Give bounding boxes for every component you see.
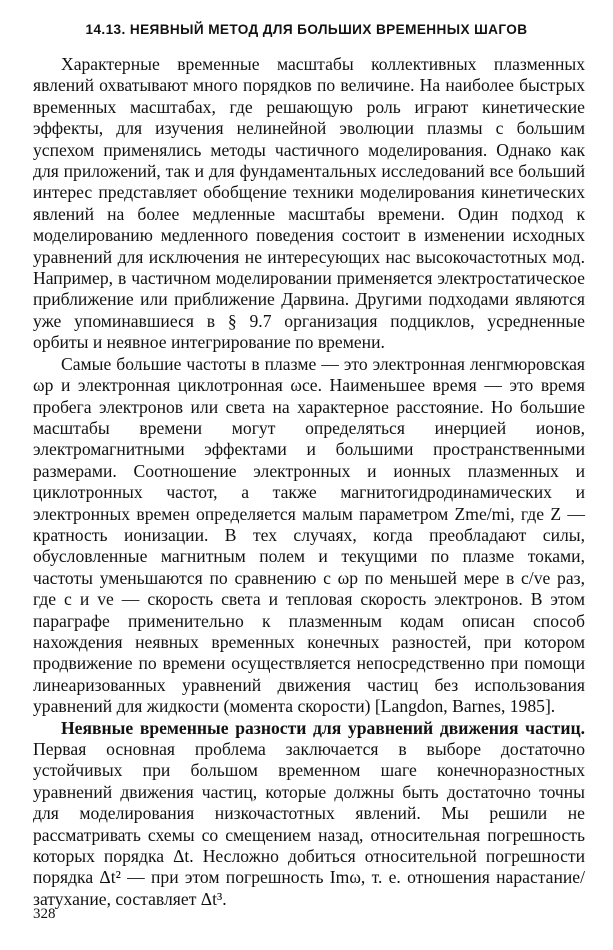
- paragraph-3: [33, 718, 585, 911]
- body-text: [33, 54, 585, 910]
- page-number: 328: [33, 906, 56, 922]
- paragraph-3-text: Первая основная проблема заключается в выборе достаточно устойчивых при большом временном шаге конечноразностных уравнений движения частиц, которые должны быть достаточно точны для моделирования низкочастотных явлений. Мы решили не рассматривать схемы со смещением назад, относительная погрешность которых порядка Δt. Несложно добиться относительной погрешности порядка Δt² — при этом погрешность Imω, т. е. отношения нарастание/затухание, составляет Δt³.: [33, 739, 585, 909]
- paragraph-1: Характерные временные масштабы коллективных плазменных явлений охватывают много порядков по величине. На наиболее быстрых временных масштабах, где решающую роль играют кинетические эффекты, для изучения нелинейной эволюции плазмы с большим успехом применялись методы частичного моделирования. Однако как для приложений, так и для фундаментальных исследований все больший интерес представляет обобщение техники моделирования кинетических явлений на более медленные масштабы времени. Один подход к моделированию медленного поведения состоит в изменении исходных уравнений для исключения не интересующих нас высокочастотных мод. Например, в частичном моделировании применяется электростатическое приближение или приближение Дарвина. Другими подходами являются уже упоминавшиеся в § 9.7 организация подциклов, усредненные орбиты и неявное интегрирование по времени.: [33, 54, 585, 353]
- paragraph-3-lead: Неявные временные разности для уравнений движения частиц.: [61, 717, 585, 738]
- section-heading: 14.13. НЕЯВНЫЙ МЕТОД ДЛЯ БОЛЬШИХ ВРЕМЕННЫХ ШАГОВ: [85, 22, 528, 37]
- paragraph-2: Самые большие частоты в плазме — это электронная ленгмюровская ωp и электронная циклотронная ωce. Наименьшее время — это время пробега электронов или света на характерное расстояние. Но большие масштабы времени могут определяться инерцией ионов, электромагнитными эффектами и большими пространственными размерами. Соотношение электронных и ионных плазменных и циклотронных частот, а также магнитогидродинамических и электронных времен определяется малым параметром Zme/mi, где Z — кратность ионизации. В тех случаях, когда преобладают силы, обусловленные магнитным полем и текущими по плазме токами, частоты уменьшаются по сравнению с ωp по меньшей мере в c/ve раз, где c и ve — скорость света и тепловая скорость электронов. В этом параграфе применительно к плазменным кодам описан способ нахождения неявных временных конечных разностей, при котором продвижение по времени осуществляется непосредственно при помощи линеаризованных уравнений движения частиц без использования уравнений для жидкости (момента скорости) [Langdon, Barnes, 1985].: [33, 353, 585, 717]
